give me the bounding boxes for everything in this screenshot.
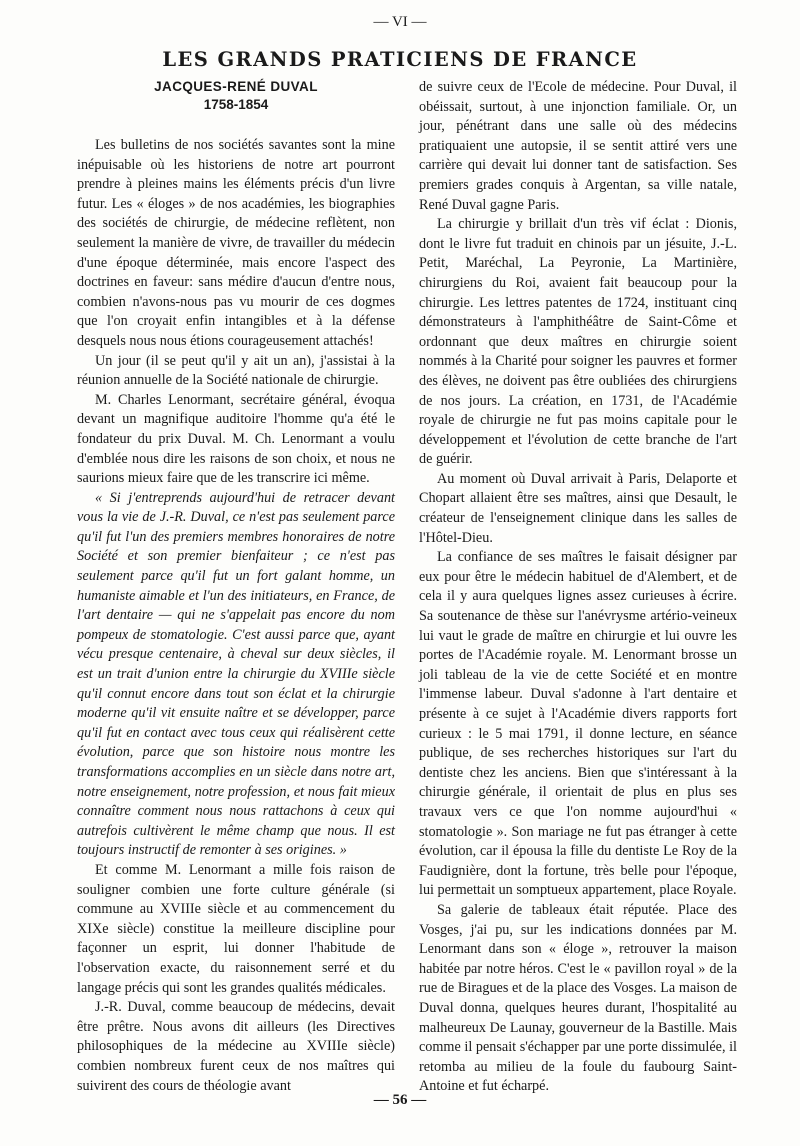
paragraph: Et comme M. Lenormant a mille fois raison de souligner combien une forte culture générale (si commune au XVIIIe siècle et au commencement du XIXe siècle) constitue la meilleure discipline pour façonner un esprit, lui donner l'habitude de l'observation exacte, du raisonnement serré et du langage précis qui sont les grandes qualités médicales.	[77, 861, 395, 996]
paragraph: Sa galerie de tableaux était réputée. Place des Vosges, j'ai pu, sur les indications données par M. Lenormant dans son « éloge », retrouver la maison habitée par notre héros. C'est le « pavillon royal » de la rue de Biragues et de la place des Vosges. La maison de Duval donna, quelques heures durant, l'hospitalité au malheureux De Launay, gouverneur de la Bastille. Mais comme il pensait s'échapper par une porte dissimulée, il retomba au milieu de la foule du faubourg Saint-Antoine et fut écharpé.	[419, 901, 737, 1095]
left-column	[77, 78, 395, 1096]
paragraph-continued: de suivre ceux de l'Ecole de médecine. Pour Duval, il obéissait, surtout, à une injonction familiale. Or, un jour, pénétrant dans une salle où des médecins pratiquaient une autopsie, il se sentit attiré vers une carrière qui devait lui donner tant de satisfaction. Ses premiers grades conquis à Argentan, sa ville natale, René Duval gagne Paris.	[419, 79, 737, 213]
paragraph: Un jour (il se peut qu'il y ait un an), j'assistai à la réunion annuelle de la Société nationale de chirurgie.	[77, 352, 395, 389]
article-author: JACQUES-RENÉ DUVAL	[154, 79, 318, 94]
paragraph: J.-R. Duval, comme beaucoup de médecins, devait être prêtre. Nous avons dit ailleurs (les Directives philosophiques de la médecine au XVIIIe siècle) combien nombreux furent ceux de nos maîtres qui suivirent des cours de théologie avant	[77, 999, 395, 1094]
paragraph: Les bulletins de nos sociétés savantes sont la mine inépuisable où les historiens de notre art pourront prendre à pleines mains les éléments précis d'un livre futur. Les « éloges » de nos académies, les biographies des sociétés de chirurgie, de médecine reflètent, non seulement la manière de vivre, de travailler du médecin d'une époque déterminée, mais encore l'aspect des doctrines en faveur: sans médire d'aucun d'entre nous, combien n'avons-nous pas vu mourir de ces dogmes que l'on croyait enfin intangibles et à la défense desquels nous nous étions courageusement attachés!	[77, 137, 395, 349]
section-title: LES GRANDS PRATICIENS DE FRANCE	[162, 48, 638, 71]
paragraph: M. Charles Lenormant, secrétaire général, évoqua devant un magnifique auditoire l'homme qu'a été le fondateur du prix Duval. M. Ch. Lenormant a voulu d'emblée nous dire les raisons de son choix, et nous ne saurions mieux faire que de les transcrire ici même.	[77, 391, 395, 487]
paragraph: La confiance de ses maîtres le faisait désigner par eux pour être le médecin habituel de d'Alembert, et de cela il y aura quelques lignes assez curieuses à écrire. Sa soutenance de thèse sur l'anévrysme artério-veineux lui vaut le grade de maître en chirurgie et lui ouvre les portes de l'Académie royale. M. Lenormant brosse un joli tableau de la vie de cette Société et en montre l'immense labeur. Duval s'adonne à l'art dentaire et présente à ce sujet à l'Académie divers rapports fort curieux : le 5 mai 1791, il donne lecture, en séance publique, de ses recherches historiques sur l'art du dentiste chez les anciens. Bien que s'intéressant à la chirurgie générale, il orientait de plus en plus ses travaux vers ce que l'on nomme aujourd'hui « stomatologie ». Son mariage ne fut pas étranger à cette évolution, car il épousa la fille du dentiste Le Roy de la Faudignière, dont la fortune, très belle pour l'époque, lui permettait un somptueux appartement, place Royale.	[419, 549, 737, 899]
paragraph: La chirurgie y brillait d'un très vif éclat : Dionis, dont le livre fut traduit en chinois par un jésuite, J.-L. Petit, Maréchal, La Peyronie, La Martinière, chirurgiens du Roi, avaient fait beaucoup pour la chirurgie. Les lettres patentes de 1724, instituant cinq démonstrateurs à l'amphithéâtre de Saint-Côme et ordonnant que deux maîtres en chirurgie soient nommés à la Charité pour soigner les pauvres et former des élèves, ne doivent pas être oubliées des chirurgiens de nos jours. La création, en 1731, de l'Académie royale de chirurgie ne fut pas moins capitale pour le développement et l'évolution de cette branche de l'art de guérir.	[419, 216, 737, 468]
right-column	[419, 78, 737, 1097]
article-dates: 1758-1854	[203, 97, 269, 112]
roman-page-number: — VI —	[373, 14, 427, 30]
quote-paragraph: « Si j'entreprends aujourd'hui de retracer devant vous la vie de J.-R. Duval, ce n'est pas seulement parce qu'il fut l'un des premiers membres honoraires de notre Société et son premier bienfaiteur ; ce n'est pas seulement parce qu'il fut un fort galant homme, un humaniste aimable et l'un des initiateurs, en France, de l'art dentaire — qui ne s'appelait pas encore du nom pompeux de stomatologie. C'est aussi parce que, ayant vécu presque centenaire, à cheval sur deux siècles, il est un trait d'union entre la chirurgie du XVIIIe siècle qu'il connut encore dans tout son éclat et la chirurgie moderne qu'il vit ensuite naître et se développer, parce qu'il fut en contact avec tous ceux qui réalisèrent cette évolution, parce que son histoire nous montre les transformations accomplies en un siècle dans notre art, notre enseignement, notre profession, et nous fait mieux connaître comment nous nous rattachons à ceux qui autrefois cultivèrent le même champ que nous. Il est toujours instructif de remonter à ses origines. »	[77, 489, 395, 859]
page-number: — 56 —	[373, 1092, 427, 1108]
paragraph: Au moment où Duval arrivait à Paris, Delaporte et Chopart allaient être ses maîtres, ainsi que Desault, le créateur de l'enseignement clinique dans les salles de l'Hôtel-Dieu.	[419, 470, 737, 546]
